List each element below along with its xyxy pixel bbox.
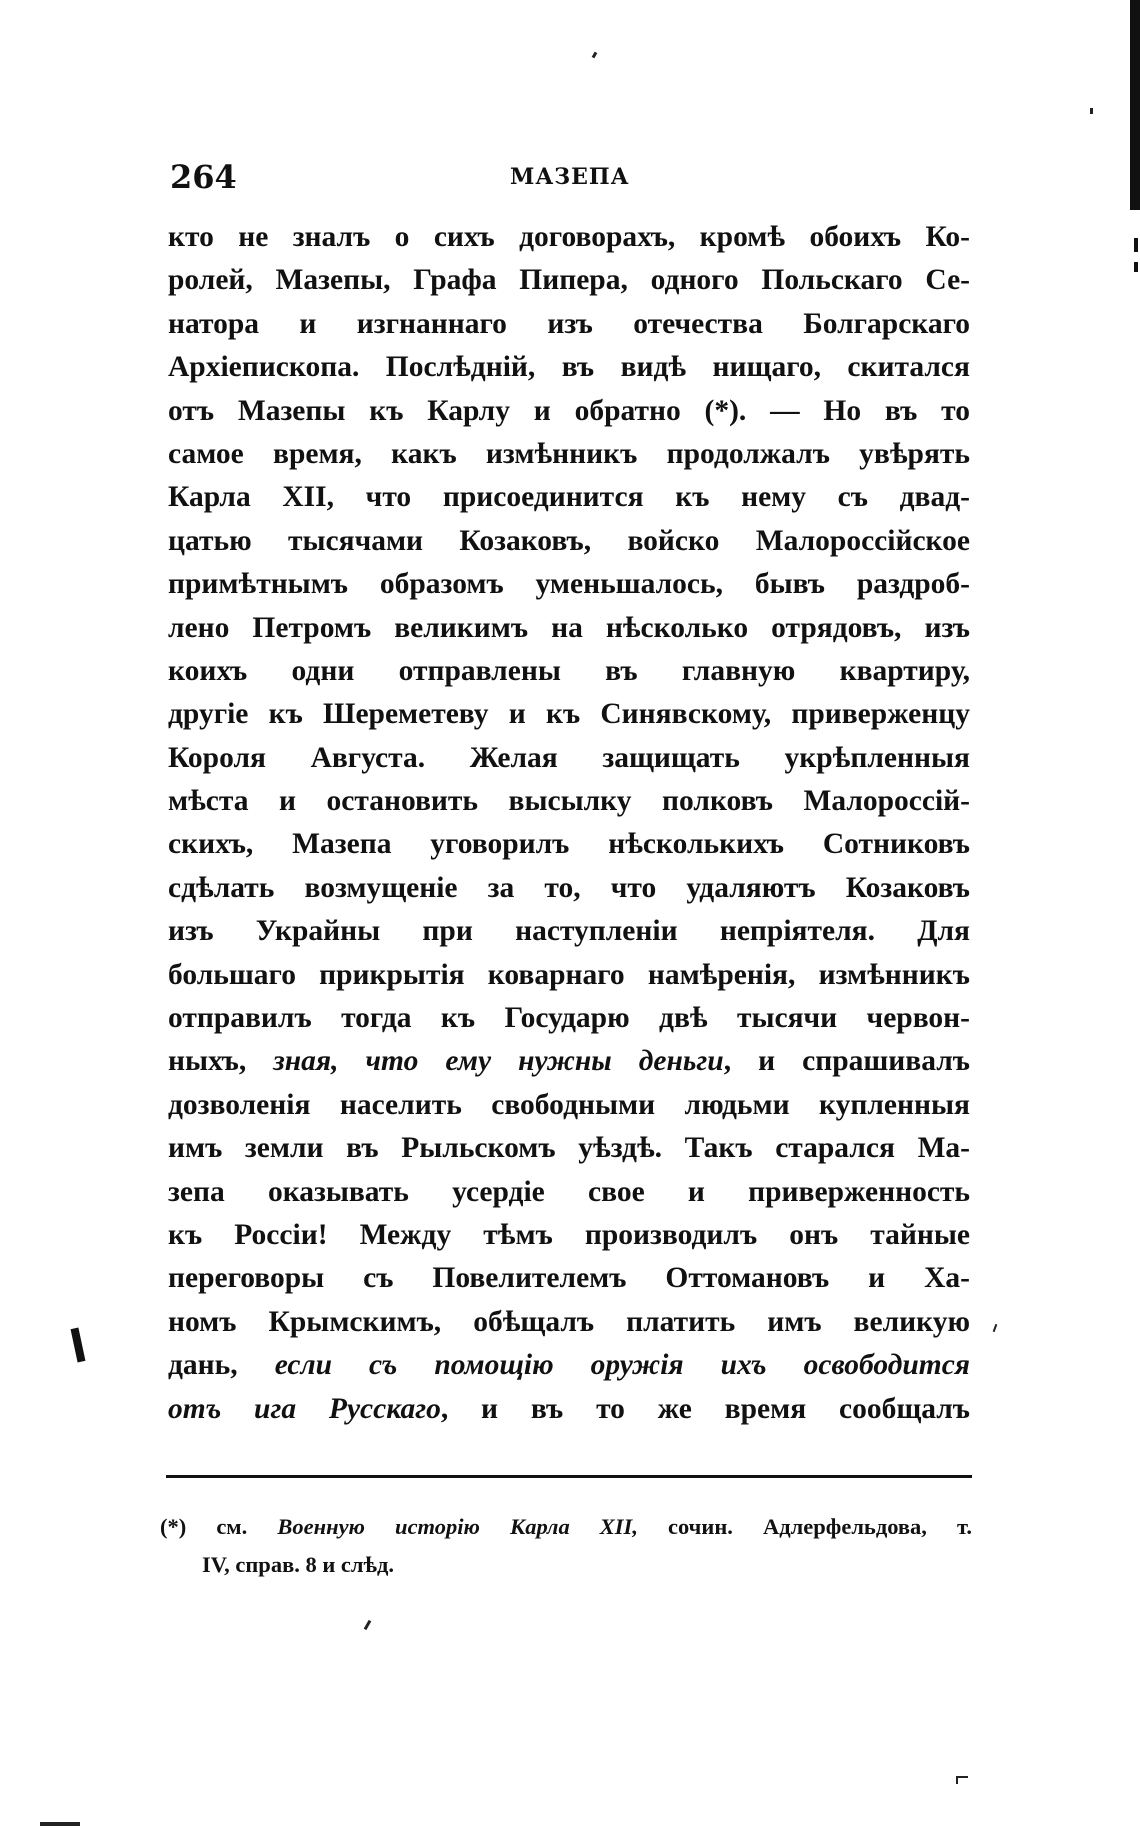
text-run: отправилъ тогда къ Государю двѣ тысячи червон- bbox=[168, 1002, 970, 1035]
text-line bbox=[168, 867, 970, 910]
scan-speck bbox=[958, 1776, 968, 1778]
text-line bbox=[168, 1344, 970, 1387]
text-line bbox=[168, 1084, 970, 1127]
text-line bbox=[168, 346, 970, 389]
text-run: большаго прикрытія коварнаго намѣренія, измѣнникъ bbox=[168, 958, 970, 991]
text-line bbox=[168, 693, 970, 736]
text-line bbox=[168, 259, 970, 302]
text-run: переговоры съ Повелителемъ Оттомановъ и Ха- bbox=[168, 1262, 970, 1295]
text-line bbox=[168, 1127, 970, 1170]
text-run: Короля Августа. Желая защищать укрѣпленныя bbox=[168, 741, 970, 774]
text-line bbox=[168, 737, 970, 780]
page-number: 264 bbox=[170, 158, 237, 196]
text-run: Карла XII, что присоединится къ нему съ двад- bbox=[168, 481, 970, 514]
text-line bbox=[168, 650, 970, 693]
text-run: мѣста и остановить высылку полковъ Малороссій- bbox=[168, 785, 970, 818]
text-line bbox=[168, 780, 970, 823]
page-edge-mark bbox=[1134, 262, 1138, 272]
text-run: отъ Мазепы къ Карлу и обратно (*). — Но въ то bbox=[168, 394, 970, 427]
italic-text: отъ ига Русскаго bbox=[168, 1392, 441, 1425]
text-line bbox=[168, 910, 970, 953]
footnote-rule bbox=[166, 1475, 972, 1478]
text-line bbox=[168, 390, 970, 433]
text-run: самое время, какъ измѣнникъ продолжалъ увѣрять bbox=[168, 437, 970, 470]
italic-text: зная, что ему нужны деньги bbox=[273, 1045, 724, 1078]
text-run: къ Россіи! Между тѣмъ производилъ онъ тайные bbox=[168, 1218, 970, 1251]
text-run: , и въ то же время сообщалъ bbox=[440, 1392, 970, 1425]
text-line bbox=[168, 216, 970, 259]
italic-text: если съ помощію оружія ихъ освободится bbox=[274, 1349, 970, 1382]
text-run: примѣтнымъ образомъ уменьшалось, бывъ раздроб- bbox=[168, 568, 970, 601]
scan-speck bbox=[1090, 108, 1093, 114]
scan-speck bbox=[956, 1776, 958, 1784]
text-line bbox=[168, 520, 970, 563]
footnote-line bbox=[160, 1508, 972, 1546]
scan-speck bbox=[592, 52, 598, 59]
text-line bbox=[168, 1301, 970, 1344]
page-edge-shadow bbox=[1130, 0, 1140, 210]
text-run: изъ Украйны при наступленіи непріятеля. Для bbox=[168, 915, 970, 948]
text-line bbox=[168, 1257, 970, 1300]
scan-speck bbox=[993, 1324, 998, 1332]
page-header bbox=[170, 158, 970, 208]
text-run: ролей, Мазепы, Графа Пипера, одного Польскаго Се- bbox=[168, 264, 970, 297]
text-run: сдѣлать возмущеніе за то, что удаляютъ Козаковъ bbox=[168, 871, 970, 904]
italic-text: Военную исторію Карла XII, bbox=[277, 1514, 638, 1539]
text-run: кто не зналъ о сихъ договорахъ, кромѣ обоихъ Ко- bbox=[168, 221, 970, 253]
text-line bbox=[168, 954, 970, 997]
page-edge-mark bbox=[1134, 238, 1138, 252]
text-run: цатью тысячами Козаковъ, войско Малороссійское bbox=[168, 524, 970, 557]
text-run: , и спрашивалъ bbox=[723, 1045, 970, 1078]
text-run: ныхъ, bbox=[168, 1045, 274, 1078]
text-run: лено Петромъ великимъ на нѣсколько отрядовъ, изъ bbox=[168, 611, 970, 644]
text-line bbox=[168, 1171, 970, 1214]
text-line bbox=[168, 823, 970, 866]
text-run: (*) см. bbox=[160, 1514, 278, 1539]
scan-speck bbox=[40, 1822, 80, 1826]
text-run: скихъ, Мазепа уговорилъ нѣсколькихъ Сотниковъ bbox=[168, 828, 970, 861]
text-run: дозволенія населить свободными людьми купленныя bbox=[168, 1088, 970, 1121]
text-line bbox=[168, 1388, 970, 1431]
footnote-line bbox=[160, 1546, 972, 1584]
margin-mark bbox=[71, 1328, 86, 1363]
text-line bbox=[168, 1214, 970, 1257]
text-run: дань, bbox=[168, 1349, 275, 1382]
text-line bbox=[168, 607, 970, 650]
text-line bbox=[168, 303, 970, 346]
text-run: натора и изгнаннаго изъ отечества Болгарскаго bbox=[168, 307, 970, 340]
text-run: зепа оказывать усердіе свое и приверженность bbox=[168, 1175, 970, 1208]
text-line bbox=[168, 433, 970, 476]
text-line bbox=[168, 563, 970, 606]
text-run: другіе къ Шереметеву и къ Синявскому, приверженцу bbox=[168, 698, 970, 731]
body-text bbox=[168, 216, 970, 1431]
text-run: имъ земли въ Рыльскомъ уѣздѣ. Такъ старался Ма- bbox=[168, 1132, 970, 1165]
text-run: сочин. Адлерфельдова, т. bbox=[637, 1514, 972, 1539]
text-run: IV, справ. 8 и слѣд. bbox=[202, 1552, 395, 1577]
footnote bbox=[160, 1508, 972, 1584]
text-line bbox=[168, 1040, 970, 1083]
text-run: номъ Крымскимъ, обѣщалъ платить имъ великую bbox=[168, 1305, 970, 1338]
text-run: Архіепископа. Послѣдній, въ видѣ нищаго, скитался bbox=[168, 351, 970, 384]
running-title: МАЗЕПА bbox=[510, 164, 630, 190]
text-run: коихъ одни отправлены въ главную квартиру, bbox=[168, 654, 970, 687]
text-line bbox=[168, 476, 970, 519]
text-line bbox=[168, 997, 970, 1040]
scan-speck bbox=[364, 1620, 372, 1630]
